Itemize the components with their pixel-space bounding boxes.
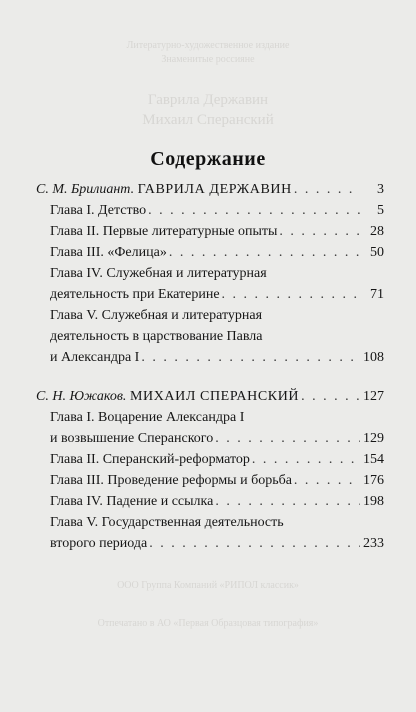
page-number: 233: [363, 536, 384, 551]
page-number: 198: [363, 494, 384, 509]
bleed-text-2: Знаменитые россияне: [161, 54, 255, 65]
page-title: Содержание: [150, 148, 266, 170]
page-number: 176: [363, 473, 384, 488]
page-number: 154: [363, 452, 384, 467]
chapter-title: Глава II. Сперанский-реформатор: [50, 452, 250, 467]
page-number: 129: [363, 431, 384, 446]
toc-section-derzhavin: [36, 180, 384, 200]
page-number: 127: [363, 389, 384, 404]
bleed-text-6: Отпечатано в АО «Первая Образцовая типография»: [97, 618, 319, 629]
chapter-title: Глава V. Служебная и литературная: [50, 308, 263, 323]
bleed-text-4: Михаил Сперанский: [142, 112, 274, 128]
dot-leader: [222, 285, 360, 305]
chapter-title-cont: и Александра I: [50, 350, 140, 365]
chapter-title: Глава III. Проведение реформы и борьба: [50, 473, 292, 488]
chapter-title: Глава I. Детство: [50, 203, 147, 218]
page-number: 28: [370, 224, 384, 239]
dot-leader: [279, 222, 360, 242]
toc-entry: [36, 534, 384, 554]
page-number: 108: [363, 350, 384, 365]
chapter-title-cont: и возвышение Сперанского: [50, 431, 214, 446]
chapter-title-cont: деятельность в царствование Павла: [50, 329, 263, 344]
page-number: 5: [377, 203, 384, 218]
chapter-title-cont: второго периода: [50, 536, 148, 551]
dot-leader: [141, 348, 360, 368]
dot-leader: [294, 180, 360, 200]
dot-leader: [148, 201, 360, 221]
toc-entry: [36, 243, 384, 263]
toc-entry: [36, 492, 384, 512]
dot-leader: [215, 429, 360, 449]
chapter-title: Глава III. «Фелица»: [50, 245, 167, 260]
toc-entry: [36, 450, 384, 470]
toc-entry: [36, 222, 384, 242]
chapter-title: Глава IV. Служебная и литературная: [50, 266, 267, 281]
toc-entry: [36, 429, 384, 449]
toc-section-speransky: [36, 387, 384, 407]
toc-entry: [36, 285, 384, 305]
chapter-title: Глава V. Государственная деятельность: [50, 515, 284, 530]
section-author: С. М. Брилиант.: [36, 182, 135, 197]
bleed-text-5: ООО Группа Компаний «РИПОЛ классик»: [117, 580, 299, 591]
page-number: 71: [370, 287, 384, 302]
toc-entry: [36, 201, 384, 221]
chapter-title: Глава II. Первые литературные опыты: [50, 224, 278, 239]
chapter-title-cont: деятельность при Екатерине: [50, 287, 220, 302]
page-number: 50: [370, 245, 384, 260]
chapter-title: Глава IV. Падение и ссылка: [50, 494, 214, 509]
dot-leader: [169, 243, 360, 263]
dot-leader: [149, 534, 360, 554]
dot-leader: [215, 492, 360, 512]
dot-leader: [294, 471, 360, 491]
toc-entry: [36, 471, 384, 491]
page-number: 3: [377, 182, 384, 197]
section-name: ГАВРИЛА ДЕРЖАВИН: [137, 182, 292, 197]
bleed-text-1: Литературно-художественное издание: [126, 40, 290, 51]
toc-entry: [36, 348, 384, 368]
section-author: С. Н. Южаков.: [36, 389, 127, 404]
dot-leader: [301, 387, 360, 407]
section-name: МИХАИЛ СПЕРАНСКИЙ: [129, 389, 300, 404]
bleed-text-3: Гаврила Державин: [147, 92, 269, 108]
dot-leader: [252, 450, 360, 470]
chapter-title: Глава I. Воцарение Александра I: [50, 410, 245, 425]
